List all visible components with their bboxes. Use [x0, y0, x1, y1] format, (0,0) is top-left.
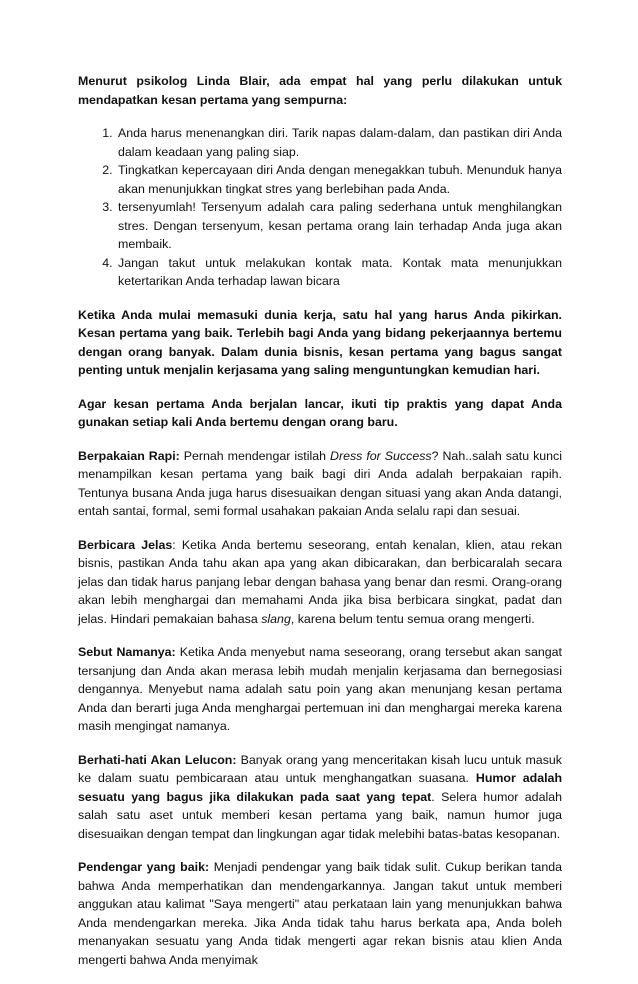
- tip-heading: Berpakaian Rapi:: [78, 448, 180, 463]
- list-item: 2. Tingkatkan kepercayaan diri Anda dengan menegakkan tubuh. Menunduk hanya akan menunjukkan tingkat stres yang berlebihan pada Anda.: [116, 161, 562, 198]
- list-item: 1. Anda harus menenangkan diri. Tarik napas dalam-dalam, dan pastikan diri Anda dalam keadaan yang paling siap.: [116, 124, 562, 161]
- tip-bold-emphasis: Humor adalah sesuatu yang bagus jika dilakukan pada saat yang tepat: [78, 771, 563, 804]
- document-page: [78, 72, 562, 984]
- work-paragraph: Ketika Anda mulai memasuki dunia kerja, satu hal yang harus Anda pikirkan. Kesan pertama yang baik. Terlebih bagi Anda yang bidang pekerjaannya bertemu dengan orang banyak. Dalam dunia bisnis, kesan pertama yang bagus sangat penting untuk menjalin kerjasama yang saling menguntungkan kemudian hari.: [78, 307, 562, 377]
- tip-text: ? Nah..salah satu kunci menampilkan kesan pertama yang baik bagi diri Anda adalah berpakaian rapih. Tentunya busana Anda juga harus disesuaikan dengan situasi yang akan Anda datangi, entah santai, formal, semi formal usahakan pakaian Anda selalu rapi dan sesuai.: [78, 448, 563, 518]
- tip-berpakaian-rapi: [78, 447, 562, 521]
- tip-italic-term: Dress for Success: [330, 448, 432, 463]
- tip-text: Pernah mendengar istilah: [179, 448, 330, 463]
- tip-italic-term: slang: [261, 611, 291, 626]
- tip-sebut-namanya: [78, 643, 562, 736]
- tips-intro-paragraph: Agar kesan pertama Anda berjalan lancar, ikuti tip praktis yang dapat Anda gunakan setiap kali Anda bertemu dengan orang baru.: [78, 396, 562, 429]
- steps-list: [78, 124, 562, 291]
- tip-pendengar-yang-baik: [78, 858, 562, 969]
- tip-heading: Sebut Namanya:: [78, 645, 176, 659]
- tip-text: : Ketika Anda bertemu seseorang, entah kenalan, klien, atau rekan bisnis, pastikan Anda tahu akan apa yang akan dibicarakan, dan berbicaralah secara jelas dan tidak harus panjang lebar dengan bahasa yang benar dan resmi. Orang-orang akan lebih menghargai dan memahami Anda jika bisa berbicara singkat, padat dan jelas. Hindari pemakaian bahasa: [78, 537, 562, 626]
- list-item: 4. Jangan takut untuk melakukan kontak mata. Kontak mata menunjukkan ketertarikan Anda terhadap lawan bicara: [116, 254, 562, 291]
- tip-text: Ketika Anda menyebut nama seseorang, orang tersebut akan sangat tersanjung dan Anda akan merasa lebih mudah menjalin kerjasama dan bernegosiasi dengannya. Menyebut nama adalah satu poin yang akan menunjang kesan pertama Anda dan berarti juga Anda menghargai pertemuan ini dan menghargai mereka karena masih mengingat namanya.: [78, 645, 562, 733]
- tip-heading: Berhati-hati Akan Lelucon:: [78, 752, 237, 767]
- tip-text: Menjadi pendengar yang baik tidak sulit. Cukup berikan tanda bahwa Anda memperhatikan dan mendengarkannya. Jangan takut untuk memberi anggukan atau kalimat "Saya mengerti" atau perkataan lain yang menunjukkan bahwa Anda mendengarkan mereka. Jika Anda tidak tahu harus berkata apa, Anda boleh menanyakan sesuatu yang Anda tidak mengerti agar rekan bisnis atau klien Anda mengerti bahwa Anda menyimak: [78, 860, 562, 967]
- tip-heading: Berbicara Jelas: [78, 537, 173, 552]
- intro-paragraph: Menurut psikolog Linda Blair, ada empat hal yang perlu dilakukan untuk mendapatkan kesan pertama yang sempurna:: [78, 74, 562, 107]
- list-item: 3. tersenyumlah! Tersenyum adalah cara paling sederhana untuk menghilangkan stres. Dengan tersenyum, kesan pertama orang lain terhadap Anda juga akan membaik.: [116, 198, 562, 254]
- tip-text: . Selera humor adalah salah satu aset untuk memberi kesan pertama yang baik, namun humor juga disesuaikan dengan tempat dan lingkungan agar tidak melebihi batas-batas kesopanan.: [78, 789, 563, 841]
- tip-text: , karena belum tentu semua orang mengerti.: [290, 611, 535, 626]
- tip-text: Banyak orang yang menceritakan kisah lucu untuk masuk ke dalam suatu pembicaraan atau untuk menghangatkan suasana.: [78, 752, 562, 785]
- tip-berhati-hati-lelucon: [78, 751, 562, 844]
- tip-heading: Pendengar yang baik:: [78, 860, 210, 874]
- tip-berbicara-jelas: [78, 536, 562, 629]
